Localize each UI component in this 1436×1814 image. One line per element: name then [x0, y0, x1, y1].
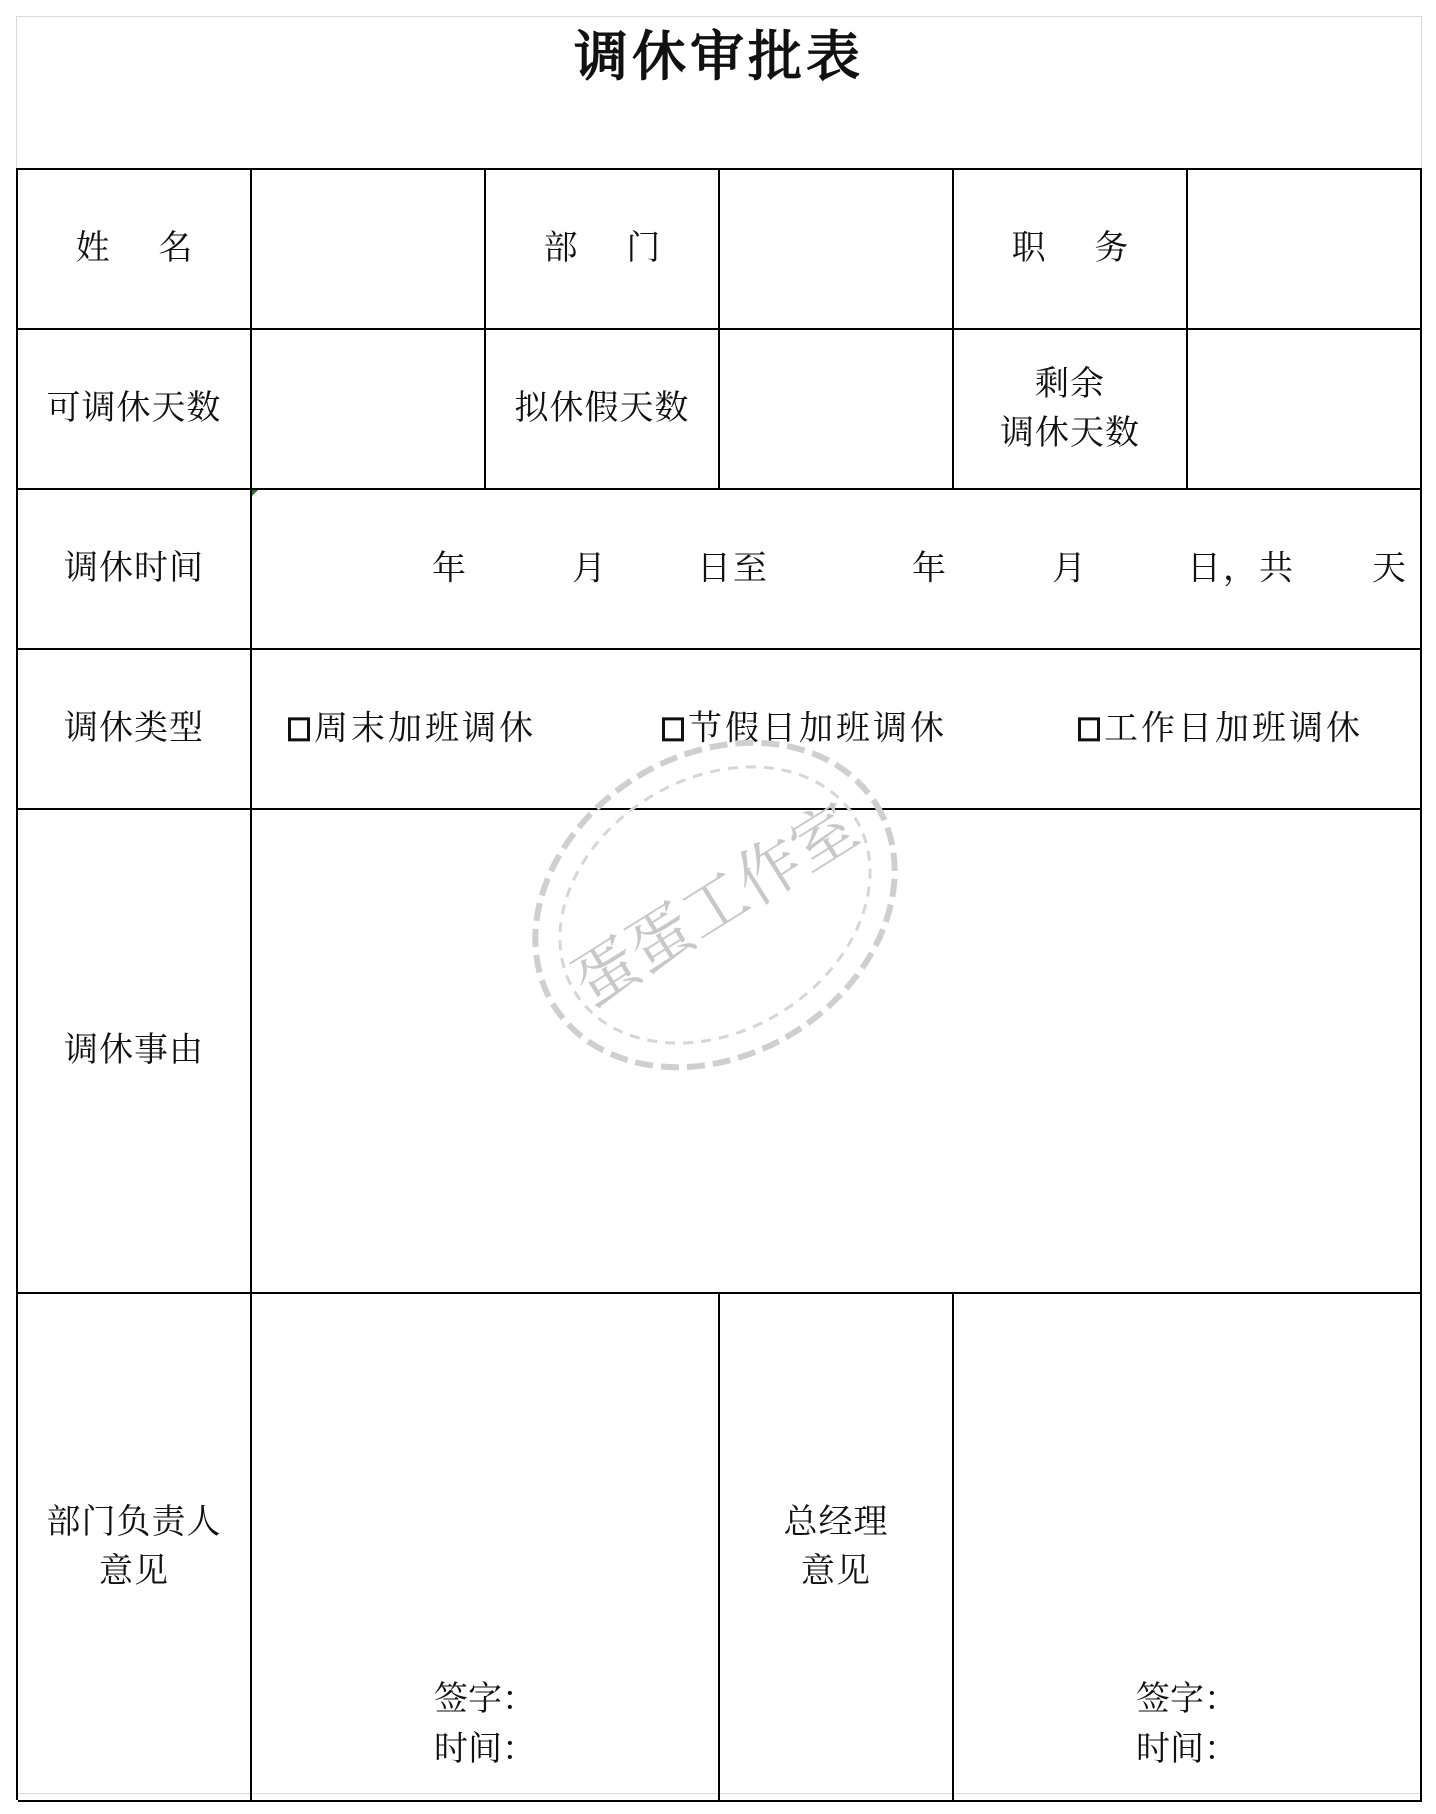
date-month-end: 月 [1052, 548, 1088, 589]
checkbox-icon[interactable] [662, 717, 684, 741]
reason-label: 调休事由 [18, 810, 252, 1294]
remaining-days-label [954, 330, 1188, 490]
leave-time-field[interactable] [252, 490, 1422, 650]
checkbox-icon[interactable] [288, 717, 310, 741]
available-days-label: 可调休天数 [18, 330, 252, 490]
remaining-days-field[interactable] [1188, 330, 1422, 490]
watermark-text: 蛋蛋工作室 [560, 789, 871, 1023]
leave-time-label: 调休时间 [18, 490, 252, 650]
leave-type-options [252, 650, 1422, 810]
position-label: 职 务 [954, 170, 1188, 330]
dept-head-date-label: 时间： [434, 1729, 536, 1769]
option-weekend-label: 周末加班调休 [314, 708, 536, 749]
option-workday-label: 工作日加班调休 [1104, 708, 1363, 749]
dept-head-label-line2: 意见 [99, 1551, 169, 1591]
remaining-label-line1: 剩余 [1035, 363, 1105, 404]
option-workday-overtime[interactable] [1078, 704, 1363, 753]
planned-days-field[interactable] [720, 330, 954, 490]
gm-opinion-field[interactable] [954, 1294, 1422, 1802]
planned-days-label: 拟休假天数 [486, 330, 720, 490]
remaining-label-line2: 调休天数 [1000, 413, 1140, 453]
name-label: 姓 名 [18, 170, 252, 330]
reason-field[interactable] [252, 810, 1422, 1294]
dept-head-opinion-field[interactable] [252, 1294, 720, 1802]
date-year-start: 年 [432, 548, 468, 589]
date-days-unit: 天 [1372, 548, 1408, 589]
date-day-to: 日至 [697, 548, 769, 589]
form-title: 调休审批表 [574, 25, 864, 88]
gm-label-line1: 总经理 [783, 1501, 889, 1542]
dept-head-opinion-label [18, 1294, 252, 1802]
leave-type-label: 调休类型 [18, 650, 252, 810]
option-holiday-overtime[interactable] [662, 704, 947, 753]
cell-corner-marker [252, 490, 258, 496]
date-year-end: 年 [912, 548, 948, 589]
dept-head-sign-label: 签字： [434, 1679, 536, 1719]
name-field[interactable] [252, 170, 486, 330]
option-holiday-label: 节假日加班调休 [688, 708, 947, 749]
option-weekend-overtime[interactable] [288, 704, 536, 753]
date-day-total: 日，共 [1187, 548, 1295, 589]
dept-head-label-line1: 部门负责人 [46, 1501, 222, 1542]
gm-label-line2: 意见 [801, 1551, 871, 1591]
gm-opinion-label [720, 1294, 954, 1802]
date-month-start: 月 [572, 548, 608, 589]
checkbox-icon[interactable] [1078, 717, 1100, 741]
form-table [16, 168, 1422, 1800]
department-label: 部 门 [486, 170, 720, 330]
position-field[interactable] [1188, 170, 1422, 330]
gm-sign-label: 签字： [1136, 1679, 1238, 1719]
department-field[interactable] [720, 170, 954, 330]
gm-date-label: 时间： [1136, 1729, 1238, 1769]
available-days-field[interactable] [252, 330, 486, 490]
